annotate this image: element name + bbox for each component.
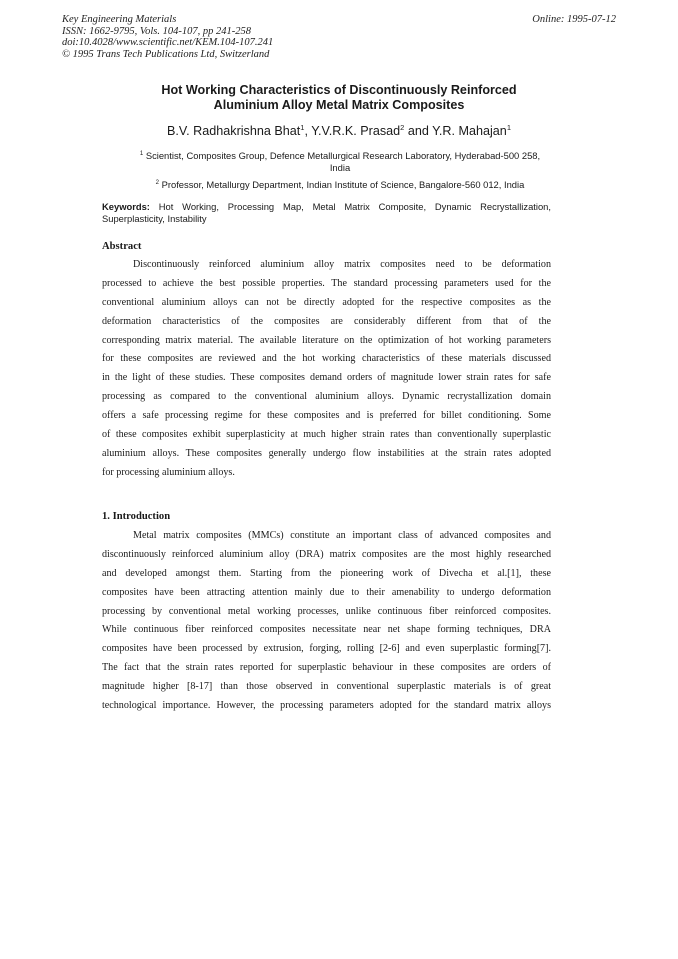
author-2: Y.V.R.K. Prasad <box>311 124 401 138</box>
doi-line: doi:10.4028/www.scientific.net/KEM.104-107.241 <box>62 37 274 48</box>
abstract-body <box>102 256 551 483</box>
abstract-line: Discontinuously reinforced aluminium alloy matrix composites need to be deformation <box>133 259 551 270</box>
author-3-affil-mark: 1 <box>506 123 511 132</box>
affiliation-2 <box>88 179 592 191</box>
author-3: Y.R. Mahajan <box>432 124 507 138</box>
abstract-line: processing as compared to the conventional aluminium alloys. Dynamic recrystallization domain <box>102 391 551 403</box>
keywords-text: Hot Working, Processing Map, Metal Matrix Composite, Dynamic Recrystallization, Superplasticity, Instability <box>102 201 551 224</box>
abstract-heading: Abstract <box>102 241 142 252</box>
abstract-line: in the light of these studies. These composites demand orders of magnitude lower strain rates for safe <box>102 372 551 384</box>
affiliation-1 <box>88 150 592 174</box>
abstract-line: conventional aluminium alloys can not be directly adopted for the respective composites as the <box>102 296 551 308</box>
online-date: Online: 1995-07-12 <box>532 14 616 25</box>
abstract-line: corresponding matrix material. The available literature on the optimization of hot working parameters <box>102 334 551 346</box>
introduction-line: Metal matrix composites (MMCs) constitute an important class of advanced composites and <box>133 530 551 541</box>
introduction-line: composites have been processed by extrusion, forging, rolling [2-6] and even superplastic forming[7]. <box>102 643 551 655</box>
introduction-line: magnitude higher [8-17] than those observed in conventional superplastic materials is of great <box>102 681 551 693</box>
introduction-line: The fact that the strain rates reported for superplastic behaviour in these composites are orders of <box>102 662 551 674</box>
title-line-2: Aluminium Alloy Metal Matrix Composites <box>213 98 465 112</box>
abstract-line: of these composites exhibit superplasticity at much higher strain rates than conventionally superplastic <box>102 429 551 441</box>
abstract-line: offers a safe processing regime for these composites and is preferred for billet conditioning. Some <box>102 410 551 422</box>
author-1-affil-mark: 1 <box>300 123 305 132</box>
author-1: B.V. Radhakrishna Bhat <box>167 124 301 138</box>
affiliation-2-line-1: Professor, Metallurgy Department, Indian Institute of Science, Bangalore-560 012, India <box>159 179 525 190</box>
introduction-body <box>102 527 551 716</box>
affiliation-1-line-1: Scientist, Composites Group, Defence Metallurgical Research Laboratory, Hyderabad-500 258, <box>143 150 541 161</box>
abstract-line: for processing aluminium alloys. <box>102 466 235 478</box>
title-line-1: Hot Working Characteristics of Discontinuously Reinforced <box>161 83 517 97</box>
introduction-line: and developed amongst them. Starting from the pioneering work of Divecha et al.[1], these <box>102 567 551 579</box>
affiliation-1-line-2: India <box>329 162 351 173</box>
paper-title <box>90 83 588 113</box>
affiliation-2-mark: 2 <box>155 180 159 186</box>
citation-header <box>62 14 273 60</box>
keywords <box>102 201 551 224</box>
issn-line: ISSN: 1662-9795, Vols. 104-107, pp 241-258 <box>62 25 251 37</box>
author-list <box>80 124 598 139</box>
introduction-line: discontinuously reinforced aluminium alloy (DRA) matrix composites are the most highly researched <box>102 548 551 560</box>
abstract-line: deformation characteristics of the composites are considerably different from that of the <box>102 315 551 327</box>
introduction-line: While continuous fiber reinforced composites necessitate near net shape forming techniques, DRA <box>102 624 551 636</box>
journal-name: Key Engineering Materials <box>62 14 177 25</box>
introduction-line: technological importance. However, the processing parameters adopted for the standard matrix alloys <box>102 700 551 712</box>
author-separator-1: , <box>304 124 312 138</box>
author-separator-2: and <box>404 124 433 138</box>
abstract-line: processed to achieve the best possible properties. The standard processing parameters used for the <box>102 277 551 289</box>
introduction-line: composites have been attracting attention mainly due to their amenability to undergo deformation <box>102 586 551 598</box>
affiliation-1-mark: 1 <box>139 151 144 157</box>
keywords-label: Keywords: <box>102 201 150 212</box>
copyright-line: © 1995 Trans Tech Publications Ltd, Switzerland <box>62 48 270 60</box>
abstract-line: aluminium alloys. These composites generally undergo flow instabilities at the strain rates adopted <box>102 447 551 459</box>
introduction-heading: 1. Introduction <box>102 511 171 522</box>
introduction-line: processing by conventional metal working processes, unlike continuous fiber reinforced composites. <box>102 605 551 617</box>
abstract-line: for these composites are reviewed and the hot working characteristics of these materials discussed <box>102 353 551 365</box>
author-2-affil-mark: 2 <box>400 123 405 132</box>
